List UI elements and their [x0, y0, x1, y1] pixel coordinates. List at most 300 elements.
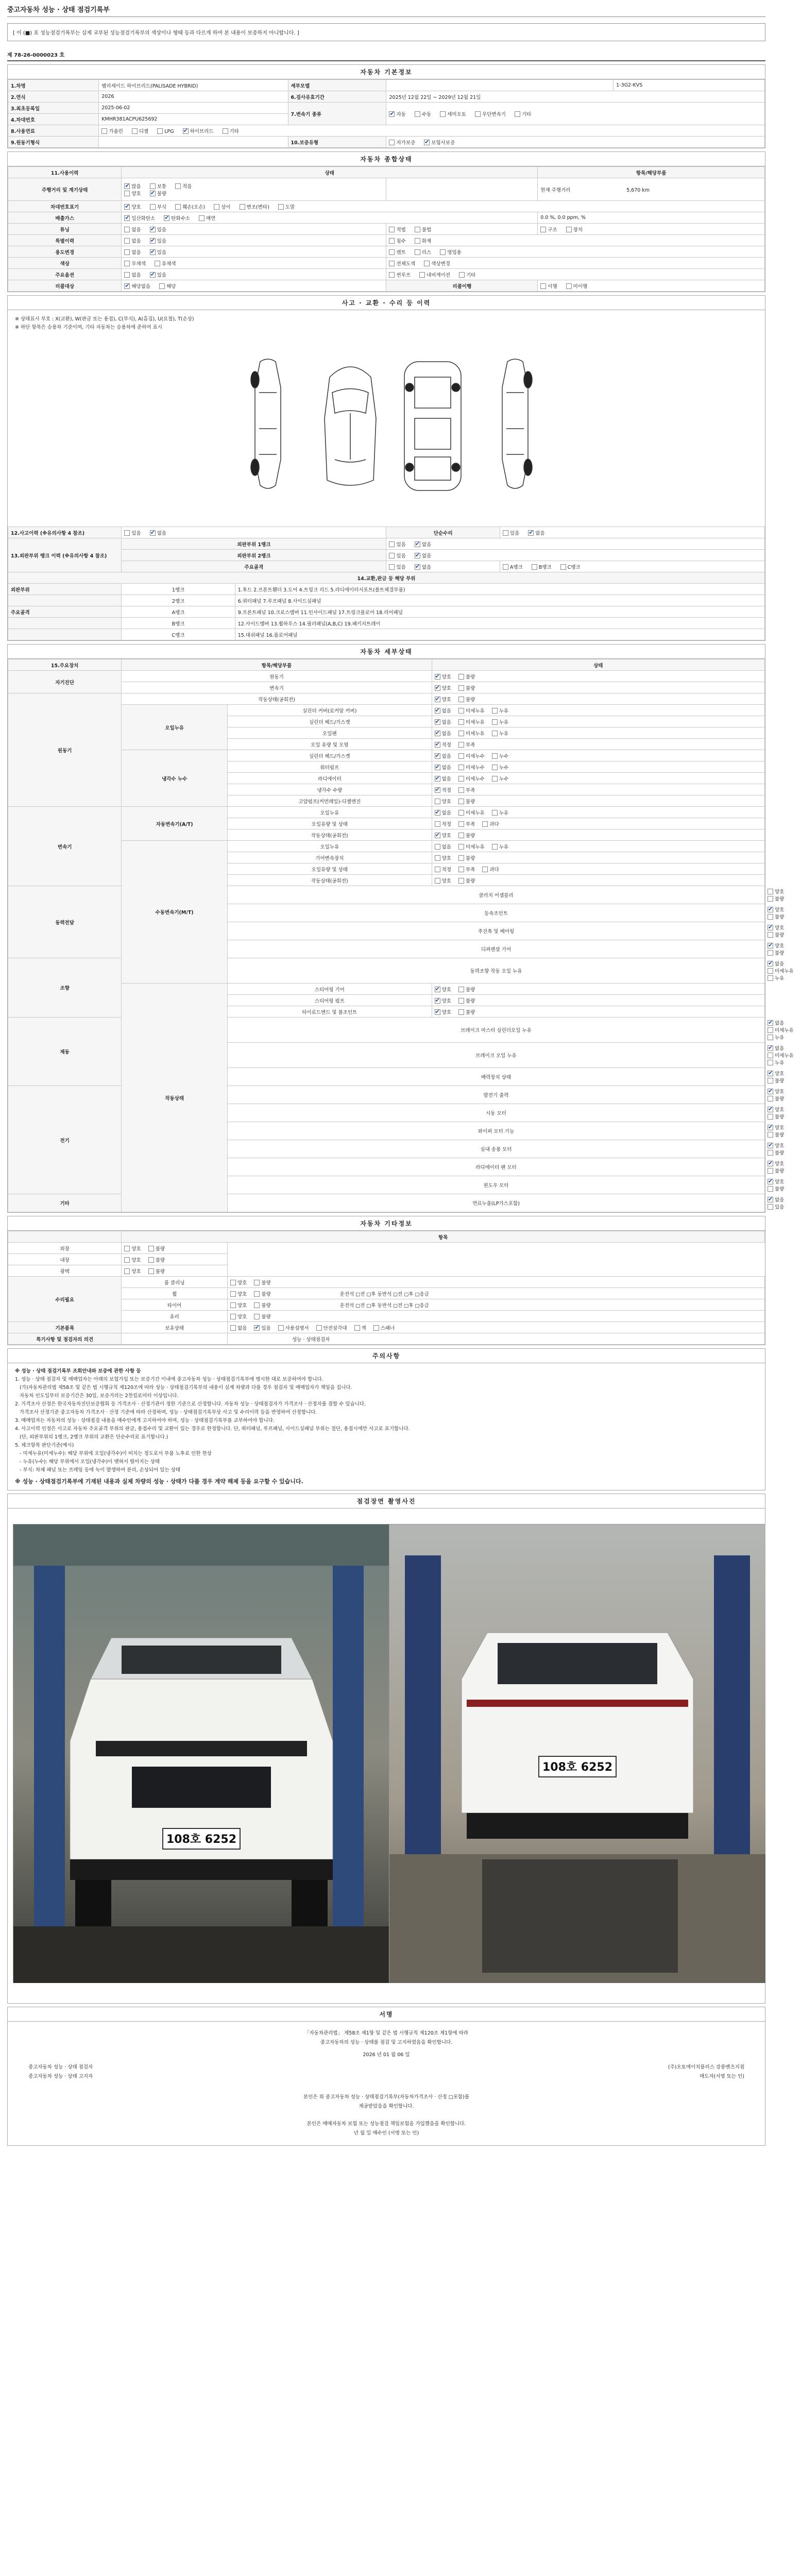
detail-item: 실린더 헤드/가스켓: [228, 716, 432, 727]
detail-subgroup: 오일누유: [122, 705, 228, 750]
detail-row: [8, 705, 765, 716]
checkbox-icon: [768, 889, 773, 894]
transmission-opt: ✔ 자동: [389, 110, 405, 117]
detail-item: 작동상태(공회전): [228, 875, 432, 886]
checkbox-icon: [124, 530, 130, 536]
checkbox-icon: [124, 238, 130, 244]
detail-subgroup: 수동변속기(M/T): [122, 841, 228, 984]
checkbox-option: 불량: [768, 1167, 784, 1174]
accident-history-label: 12.사고이력 (※유의사항 4 참조): [8, 527, 122, 538]
checkbox-icon: [458, 810, 464, 816]
checkbox-option: 불량: [458, 673, 475, 680]
checkbox-option: 불량: [458, 684, 475, 691]
other-status: [228, 1311, 765, 1322]
notice-line: - 부식: 차체 패널 또는 프레임 등에 녹이 발생하여 분리, 손상되어 있는 상태: [15, 1467, 181, 1473]
section-basic-info: [7, 64, 765, 148]
detail-status: [432, 995, 764, 1006]
detail-item: 작동상태(공회전): [228, 829, 432, 841]
other-item: 광택: [8, 1265, 122, 1277]
checkbox-icon: [150, 249, 156, 255]
checkbox-icon: [458, 867, 464, 872]
emission-value: 0.0 %, 0.0 ppm, %: [538, 212, 765, 224]
checkbox-option: 누유: [768, 1059, 784, 1066]
notice-line: 자동차 인도일부터 보증기간은 30일, 보증거리는 2천킬로미터 이상입니다.: [15, 1393, 179, 1399]
checkbox-icon: [458, 674, 464, 680]
submodel-value: [386, 80, 613, 91]
other-item: 타이어: [122, 1299, 228, 1311]
parts-items: 9.프론트패널 10.크로스멤버 11.인사이드패널 17.트렁크플로어 18.리어패널: [235, 606, 764, 618]
intro-notice: [ 이 (■) 표 성능점검기록부는 실제 교부된 성능점검기록부의 색상이나 형태 등과 다르게 하여 본 내용이 보증하지 아니합니다. ]: [7, 23, 765, 41]
checkbox-option: 없음: [230, 1324, 247, 1331]
checkbox-icon: [768, 1096, 773, 1101]
section-other-info: [7, 1216, 765, 1345]
checkbox-icon: [150, 183, 156, 189]
checkbox-icon: [415, 111, 420, 117]
detail-item: 브레이크 마스터 실린더오일 누유: [228, 1018, 765, 1043]
notice-head: ※ 성능 · 상태 점검기록부 조회안내와 보증에 관한 사항 등: [15, 1368, 141, 1374]
checkbox-icon: [768, 950, 773, 956]
checkbox-option: ✔없음: [768, 1044, 784, 1052]
checkbox-option: 양호: [124, 1267, 141, 1275]
checkbox-icon: [415, 238, 420, 244]
parts-group: 외판부위: [8, 584, 122, 595]
detail-row: [8, 682, 765, 693]
detail-item: 고압펌프(커먼레일)-디젤엔진: [228, 795, 432, 807]
detail-item: 시동 모터: [228, 1104, 765, 1122]
checkbox-icon: [768, 896, 773, 902]
checkbox-icon: [768, 914, 773, 920]
transmission-options: [386, 103, 765, 125]
checkbox-icon: [768, 1027, 773, 1033]
detail-item: 발전기 출력: [228, 1086, 765, 1104]
col-header: 상태: [122, 167, 538, 178]
checkbox-option: 미세누수: [458, 764, 485, 771]
checkbox-icon: [458, 987, 464, 992]
mileage-right-label: 현재 주행거리: [540, 187, 571, 193]
vin-engine-value: 1-3G2-KVS: [613, 80, 765, 91]
transmission-opt: 수동: [415, 110, 431, 117]
checkbox-option: 적정: [435, 820, 451, 827]
checkbox-icon: [768, 1143, 773, 1148]
notice-body: [8, 1363, 765, 1490]
checkbox-icon: [435, 708, 440, 714]
checkbox-option: 과다: [482, 866, 499, 873]
notice-line: 5. 체크항목 판단기준(예시): [15, 1443, 74, 1448]
sign-date: 2026 년 01 월 06 일: [363, 2052, 410, 2058]
checkbox-option: ✔ 없음: [435, 718, 451, 725]
checkbox-option: ✔ 없음: [435, 752, 451, 759]
detail-status: [432, 818, 764, 829]
checkbox-icon: [492, 753, 498, 759]
special-history-label: 특별이력: [8, 235, 122, 246]
checkbox-option: 양호: [435, 854, 451, 861]
checkbox-icon: [175, 204, 181, 210]
checkbox-icon: [354, 1325, 360, 1331]
checkbox-icon: [150, 530, 156, 536]
detail-item: 실내 송풍 모터: [228, 1140, 765, 1158]
checkbox-option: 누유: [492, 809, 508, 816]
sign-line: 중고자동차의 성능 · 상태를 점검 및 고지하였음을 확인합니다.: [320, 2040, 453, 2045]
inspector-value: (주)오토에이치플러스 강릉벤츠지점: [668, 2064, 744, 2070]
checkbox-option: ✔ 적정: [435, 741, 451, 748]
checkbox-icon: [503, 564, 508, 570]
detail-item: 연료누출(LP가스포함): [228, 1194, 765, 1212]
first-reg-value: 2025-06-02: [99, 103, 288, 114]
detail-item: 브레이크 오일 누유: [228, 1043, 765, 1068]
checkbox-icon: [768, 1168, 773, 1174]
checkbox-icon: [150, 191, 156, 196]
checkbox-icon: [458, 776, 464, 782]
checkbox-icon: [768, 1035, 773, 1040]
checkbox-icon: [199, 215, 204, 221]
detail-group: 전기: [8, 1086, 122, 1194]
checkbox-icon: [389, 272, 395, 278]
checkbox-option: ✔ 적정: [435, 786, 451, 793]
detail-row: [8, 693, 765, 705]
photo-row: [8, 1509, 765, 2003]
checkbox-icon: [482, 821, 488, 827]
buyer-line: 본인은 매매자동차 보험 또는 성능점검 책임보험을 가입했음을 확인합니다.: [306, 2121, 466, 2127]
checkbox-icon: [768, 907, 773, 912]
checkbox-icon: [124, 227, 130, 232]
checkbox-icon: [458, 765, 464, 770]
detail-item: 오일 유량 및 오염: [228, 739, 432, 750]
other-group: 기본품목: [8, 1322, 122, 1333]
checkbox-option: 불량: [768, 1077, 784, 1084]
detail-status: [432, 875, 764, 886]
other-extra: 성능 · 상태점검자: [292, 1336, 330, 1343]
usage-change-label: 용도변경: [8, 246, 122, 258]
detail-row: [8, 750, 765, 761]
detail-subgroup: 작동상태: [122, 984, 228, 1212]
detail-status: [432, 716, 764, 727]
checkbox-option: 누유: [492, 707, 508, 714]
detail-group: 원동기: [8, 693, 122, 807]
other-item: 휠: [122, 1288, 228, 1299]
parts-items: 15.대쉬패널 16.플로어패널: [235, 629, 764, 640]
detail-table: [8, 659, 794, 1212]
detail-subgroup: 냉각수 누수: [122, 750, 228, 807]
other-item: [122, 1333, 228, 1345]
report-number: 제 78-26-0000023 호: [7, 50, 765, 61]
checkbox-option: 부족: [458, 786, 475, 793]
checkbox-icon: [768, 968, 773, 974]
checkbox-icon: [768, 1045, 773, 1051]
checkbox-icon: [458, 844, 464, 850]
checkbox-icon: [435, 867, 440, 872]
checkbox-icon: [124, 215, 130, 221]
checkbox-icon: [124, 272, 130, 278]
section-basic-info-title: 자동차 기본정보: [8, 65, 765, 79]
checkbox-icon: [124, 191, 130, 196]
checkbox-icon: [768, 1053, 773, 1058]
checkbox-icon: [768, 932, 773, 938]
other-status: [228, 1277, 765, 1288]
checkbox-option: ✔ 있음: [254, 1324, 270, 1331]
other-group: 수리필요: [8, 1277, 122, 1322]
parts-items: 1.후드 2.프론트휀더 3.도어 4.트렁크 리드 5.라디에이터서포트(볼트체결부품): [235, 584, 764, 595]
checkbox-icon: [223, 128, 228, 134]
notifier-value: 매도자(서명 또는 인): [700, 2074, 744, 2079]
checkbox-option: 양호: [124, 1245, 141, 1252]
notice-line: - 미세누유(미세누수): 해당 부위에 오일(냉각수)이 비치는 정도로서 부품 노후로 인한 현상: [15, 1451, 212, 1456]
checkbox-option: 불량: [768, 913, 784, 920]
checkbox-option: 불량: [458, 986, 475, 993]
checkbox-icon: [458, 878, 464, 884]
tuning-label: 튜닝: [8, 224, 122, 235]
checkbox-icon: [148, 1268, 154, 1274]
checkbox-icon: [389, 227, 395, 232]
parts-group: [8, 595, 122, 606]
accident-table: 12.사고이력 (※유의사항 4 참조) 있음 ✔ 없음 단순수리 있음 ✔ 없음 13.외판부위 랭크 이력 (※유의사항 4 참조) 외판부위 1랭크 있음 ✔ 없음 외판부위 2랭크 있음 ✔ 없음 주요골격 있음 ✔ 없음 A랭크 B랭크 C랭크 14.교환,판금 등 해당 부위 외판부위 1랭크 1.후드 2.프론트휀더 3.도어 4.트렁크 리드 5.라디에이터서포트(볼트체결부품) 2랭크 6.쿼터패널 7.루프패널 8.사이드실패널 주요골격 A랭크 9.프론트패널 10.크로스멤버 11.인사이드패널 17.트렁크플로어 18.리어패널 B랭크 12.사이드멤버 13.휠하우스 14.필러패널(A,B,C) 19.패키지트레이 C랭크 15.대쉬패널 16.플로어패널: [8, 527, 765, 640]
warranty-label: 10.보증유형: [288, 137, 386, 148]
panel-rank-label: 13.외판부위 랭크 이력 (※유의사항 4 참조): [8, 538, 122, 572]
checkbox-option: ✔ 없음: [435, 775, 451, 782]
checkbox-icon: [492, 776, 498, 782]
rear-photo: [389, 1524, 765, 1982]
checkbox-icon: [124, 1257, 130, 1263]
rank-row-label: 외판부위 2랭크: [122, 550, 386, 561]
parts-items: 12.사이드멤버 13.휠하우스 14.필러패널(A,B,C) 19.패키지트레이: [235, 618, 764, 629]
checkbox-icon: [768, 1125, 773, 1130]
year-label: 2.연식: [8, 91, 99, 103]
checkbox-option: 양호: [230, 1313, 247, 1320]
other-row: [8, 1277, 765, 1288]
col-header: 항목: [122, 1231, 765, 1243]
checkbox-option: 불량: [458, 854, 475, 861]
detail-item: 오일유량 및 상태: [228, 863, 432, 875]
checkbox-option: 불량: [458, 798, 475, 805]
checkbox-option: 누수: [492, 775, 508, 782]
checkbox-option: 미세누유: [458, 730, 485, 737]
section-detail-title: 자동차 세부상태: [8, 645, 765, 659]
checkbox-icon: [164, 215, 169, 221]
detail-row: [8, 841, 765, 852]
section-photos: [7, 1494, 765, 2004]
basic-info-table: [8, 79, 765, 148]
checkbox-icon: [528, 530, 534, 536]
detail-status: [432, 727, 764, 739]
notice-line: 가격조사 산정기준 중고자동차 가격조사 · 산정 기준에 따라 산정하며, 성능 · 상태점검기록부상 사고 및 수리이력 등을 반영하여 산정합니다.: [15, 1410, 317, 1415]
checkbox-option: 사용설명서: [278, 1324, 309, 1331]
rank-row-label: 주요골격: [122, 561, 386, 572]
parts-rank: A랭크: [122, 606, 235, 618]
checkbox-icon: [435, 765, 440, 770]
checkbox-icon: [230, 1325, 236, 1331]
checkbox-option: ✔없음: [768, 960, 784, 967]
other-row: [8, 1243, 765, 1254]
checkbox-icon: [435, 753, 440, 759]
checkbox-icon: [254, 1280, 260, 1285]
checkbox-icon: [492, 719, 498, 725]
checkbox-option: 부족: [458, 741, 475, 748]
checkbox-option: 잭: [354, 1324, 366, 1331]
parts-items: 6.쿼터패널 7.루프패널 8.사이드실패널: [235, 595, 764, 606]
other-extra: 운전석 □전 □후 동반석 □전 □후 □응급: [339, 1302, 429, 1309]
checkbox-icon: [560, 564, 566, 570]
checkbox-icon: [768, 1197, 773, 1202]
checkbox-icon: [435, 833, 440, 838]
checkbox-icon: [415, 564, 420, 570]
notice-line: 2. 가격조사 산정은 한국자동차진단보증협회 등 가격조사 · 산정기관이 정한 기준으로 산정합니다. 자동차 성능 · 상태점검자가 가격조사 · 산정자를 겸할 수 있습니다.: [15, 1401, 366, 1407]
checkbox-icon: [316, 1325, 322, 1331]
checkbox-option: ✔양호: [768, 924, 784, 931]
detail-status: [432, 773, 764, 784]
validity-value: 2025년 12월 22일 ~ 2029년 12월 21일: [386, 91, 765, 103]
checkbox-icon: [768, 1150, 773, 1156]
checkbox-icon: [389, 249, 395, 255]
checkbox-icon: [458, 697, 464, 702]
car-name-value: 팰리세이드 하이브리드(PALISADE HYBRID): [99, 80, 288, 91]
parts-title: 14.교환,판금 등 해당 부위: [8, 572, 765, 584]
other-rows: [8, 1243, 765, 1345]
checkbox-icon: [435, 776, 440, 782]
checkbox-icon: [768, 943, 773, 948]
car-outline-icon: [8, 346, 765, 501]
checkbox-icon: [230, 1302, 236, 1308]
checkbox-option: 미세누유: [768, 967, 794, 974]
section-detail-status: [7, 644, 794, 1213]
checkbox-icon: [492, 810, 498, 816]
checkbox-icon: [254, 1302, 260, 1308]
checkbox-option: 미세누유: [458, 809, 485, 816]
checkbox-option: 양호: [768, 888, 784, 895]
checkbox-icon: [415, 227, 420, 232]
checkbox-icon: [389, 238, 395, 244]
other-status: [122, 1254, 228, 1265]
checkbox-icon: [435, 987, 440, 992]
transmission-opt: 세미오토: [440, 110, 466, 117]
color-label: 색상: [8, 258, 122, 269]
detail-status: [432, 739, 764, 750]
checkbox-icon: [150, 227, 156, 232]
checkbox-option: 불량: [254, 1279, 270, 1286]
checkbox-icon: [458, 855, 464, 861]
car-name-label: 1.차명: [8, 80, 99, 91]
receive-line: 제공받았음을 확인합니다.: [359, 2104, 414, 2109]
checkbox-option: 양호: [230, 1301, 247, 1309]
checkbox-icon: [230, 1291, 236, 1297]
legend-line: ※ 하단 항목은 승용차 기준이며, 기타 자동차는 승용차에 준하여 표시: [15, 325, 162, 330]
checkbox-icon: [492, 765, 498, 770]
other-item: 룸 클리닝: [122, 1277, 228, 1288]
checkbox-icon: [435, 810, 440, 816]
checkbox-option: 누유: [768, 974, 784, 981]
checkbox-option: 불량: [768, 1095, 784, 1102]
other-status: [122, 1265, 228, 1277]
checkbox-option: ✔양호: [768, 1088, 784, 1095]
checkbox-icon: [458, 833, 464, 838]
checkbox-option: ✔ 없음: [435, 730, 451, 737]
detail-status: [432, 761, 764, 773]
sign-line: 「자동차관리법」 제58조 제1항 및 같은 법 시행규칙 제120조 제1항에 따라: [304, 2030, 468, 2036]
col-header: 11.사용이력: [8, 167, 122, 178]
other-extra: 운전석 □전 □후 동반석 □전 □후 □응급: [339, 1291, 429, 1297]
section-photos-title: 점검장면 촬영사진: [8, 1494, 765, 1509]
checkbox-icon: [254, 1325, 260, 1331]
parts-group: [8, 618, 122, 629]
detail-rows: [8, 671, 794, 1212]
other-row: [8, 1288, 765, 1299]
detail-item: 디퍼렌셜 기어: [228, 940, 765, 958]
checkbox-option: 미세누유: [768, 1026, 794, 1033]
other-row: [8, 1333, 765, 1345]
checkbox-icon: [768, 1089, 773, 1094]
checkbox-icon: [440, 249, 446, 255]
detail-status: [432, 784, 764, 795]
checkbox-option: 양호: [435, 877, 451, 884]
detail-item: 스티어링 펌프: [228, 995, 432, 1006]
checkbox-option: 불량: [768, 949, 784, 956]
other-table: [8, 1231, 765, 1345]
checkbox-icon: [492, 844, 498, 850]
detail-group: 조향: [8, 958, 122, 1018]
checkbox-option: 부족: [458, 820, 475, 827]
checkbox-option: 불량: [148, 1245, 165, 1252]
checkbox-icon: [150, 204, 156, 210]
detail-item: 워터펌프: [228, 761, 432, 773]
checkbox-option: 양호: [124, 1256, 141, 1263]
document-title: 중고자동차 성능 · 상태 점검기록부: [7, 4, 765, 17]
legend-line: ※ 상태표시 부호 : X(교환), W(판금 또는 용접), C(부식), A(흠집), U(요철), T(손상): [15, 316, 194, 322]
checkbox-option: 불량: [768, 1185, 784, 1192]
checkbox-option: 누수: [492, 752, 508, 759]
checkbox-option: 과다: [482, 820, 499, 827]
emission-label: 배출가스: [8, 212, 122, 224]
signature-body: [8, 2022, 765, 2145]
checkbox-icon: [768, 1186, 773, 1192]
checkbox-option: ✔ 양호: [435, 696, 451, 703]
detail-item: 작동상태(공회전): [122, 693, 432, 705]
checkbox-option: 불량: [148, 1267, 165, 1275]
checkbox-option: 누유: [768, 1033, 784, 1041]
checkbox-icon: [435, 1009, 440, 1015]
notice-line: (가)자동차관리법 제58조 및 같은 법 시행규칙 제120조에 따라 성능 · 상태점검기록부의 내용이 실제 차량과 다를 경우 점검자 및 매매업자가 책임을 집니다.: [15, 1385, 352, 1391]
notice-line: (단, 외판부위의 1랭크, 2랭크 부위의 교환은 단순수리로 표기합니다.): [15, 1434, 168, 1440]
checkbox-icon: [415, 541, 420, 547]
other-row: [8, 1265, 765, 1277]
checkbox-icon: [458, 731, 464, 736]
checkbox-icon: [475, 111, 481, 117]
checkbox-option: 미세누유: [768, 1052, 794, 1059]
detail-status: [432, 795, 764, 807]
detail-item: 오일유량 및 상태: [228, 818, 432, 829]
simple-repair-label: 단순수리: [386, 527, 500, 538]
checkbox-option: ✔양호: [768, 906, 784, 913]
parts-group: [8, 629, 122, 640]
checkbox-icon: [389, 553, 395, 558]
checkbox-icon: [230, 1280, 236, 1285]
checkbox-icon: [278, 1325, 284, 1331]
section-accident-title: 사고 · 교환 · 수리 등 이력: [8, 296, 765, 310]
checkbox-icon: [124, 261, 130, 266]
parts-rank: 1랭크: [122, 584, 235, 595]
checkbox-icon: [424, 261, 430, 266]
checkbox-icon: [458, 742, 464, 748]
checkbox-option: ✔양호: [768, 1142, 784, 1149]
detail-item: 실린더 헤드/가스켓: [228, 750, 432, 761]
checkbox-option: 불량: [768, 895, 784, 902]
checkbox-icon: [124, 283, 130, 289]
other-row: [8, 1311, 765, 1322]
detail-item: 윈도우 모터: [228, 1176, 765, 1194]
parts-rank: 2랭크: [122, 595, 235, 606]
section-overall-status-title: 자동차 종합상태: [8, 152, 765, 166]
checkbox-icon: [768, 961, 773, 967]
checkbox-option: 양호: [230, 1279, 247, 1286]
checkbox-option: 미세누유: [458, 718, 485, 725]
checkbox-icon: [458, 708, 464, 714]
